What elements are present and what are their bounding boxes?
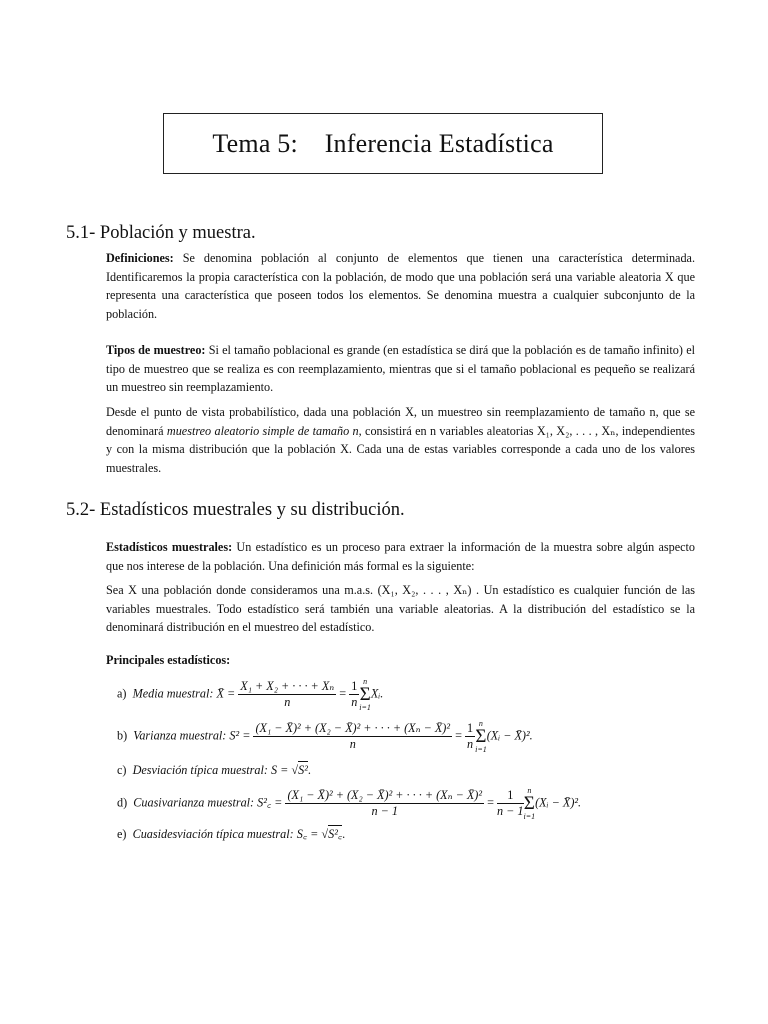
- formula-desviacion-tipica: [117, 763, 311, 778]
- formula-a-label: Media muestral:: [132, 686, 217, 701]
- formula-c-lhs: S =: [271, 763, 289, 777]
- sqrt-symbol: √: [291, 763, 299, 777]
- document-title: Tema 5: Inferencia Estadística: [163, 113, 603, 174]
- formula-b-label: Varianza muestral:: [133, 728, 230, 743]
- formula-a-sum-bot: i=1: [359, 703, 371, 712]
- formula-b-lhs: S² =: [229, 728, 251, 743]
- formula-e-label: Cuasidesviación típica muestral:: [132, 827, 297, 841]
- formula-a-denominator: n: [284, 695, 291, 709]
- formula-varianza-muestral: [117, 719, 533, 754]
- paragraph-definiciones: [106, 249, 695, 323]
- formula-d-coef: [497, 788, 524, 819]
- formula-e-radicand: S²꜀: [328, 827, 343, 841]
- formula-c-radicand: S²: [298, 763, 308, 777]
- formula-b-denominator: n: [349, 737, 356, 751]
- term-estadisticos-muestrales: Estadísticos muestrales:: [106, 540, 233, 554]
- principales-estadisticos-heading: Principales estadísticos:: [106, 653, 231, 667]
- formula-media-muestral: [117, 677, 383, 712]
- formula-cuasidesviacion: [117, 825, 345, 842]
- formula-d-eq: =: [487, 795, 494, 810]
- formula-c-tail: .: [307, 763, 311, 777]
- formula-b-fraction: [253, 721, 452, 752]
- formula-b-sum: [475, 719, 487, 754]
- formula-a-sum-top: n: [363, 677, 368, 686]
- formula-d-numerator: (X₁ − X̄)² + (X₂ − X̄)² + · · · + (Xₙ − X̄)²: [287, 788, 483, 802]
- term-tipos-muestreo: Tipos de muestreo:: [106, 343, 206, 357]
- formula-d-tail: (Xᵢ − X̄)².: [535, 795, 582, 810]
- section-heading-5-1: 5.1- Población y muestra.: [66, 223, 256, 243]
- formula-d-lhs: S²꜀ =: [257, 795, 283, 810]
- formula-a-tail: Xᵢ.: [370, 686, 384, 701]
- formula-b-coef-num: 1: [467, 721, 474, 735]
- formula-d-coef-num: 1: [497, 788, 524, 804]
- formula-d-coef-den: n − 1: [496, 804, 524, 818]
- formula-c-label: Desviación típica muestral:: [132, 763, 271, 777]
- formula-b-tail: (Xᵢ − X̄)².: [486, 728, 533, 743]
- term-definiciones: Definiciones:: [106, 251, 174, 265]
- sigma-symbol: Σ: [359, 684, 371, 705]
- formula-d-fraction: [285, 788, 484, 819]
- formula-a-lhs: X̄ =: [216, 686, 236, 701]
- formula-a-sum: [359, 677, 371, 712]
- probabilistico-post: , consistirá en n variables aleatorias X₁, X₂, . . . , Xₙ, independientes y con la misma distribución que la población X. Cada una de estas variables corresponde a cada uno de los valores muestrales.: [106, 423, 695, 475]
- formula-a-coef: [349, 679, 359, 710]
- formula-a-coef-num: 1: [351, 679, 358, 693]
- sigma-symbol: Σ: [523, 793, 535, 814]
- formula-d-denominator: n − 1: [371, 804, 398, 818]
- probabilistico-italic: muestreo aleatorio simple de tamaño n: [166, 423, 359, 438]
- paragraph-definicion-formal: Sea X una población donde consideramos una m.a.s. (X₁, X₂, . . . , Xₙ) . Un estadístico es cualquier función de las variables muestrales. Todo estadístico será también una variable aleatorias. A la distribución del estadístico se la denominará distribución en el muestreo del estadístico.: [106, 583, 695, 635]
- formula-cuasivarianza: [117, 786, 581, 821]
- formula-b-marker: b): [117, 728, 128, 743]
- formula-d-label: Cuasivarianza muestral:: [133, 795, 258, 810]
- formula-b-eq: =: [455, 728, 462, 743]
- formula-a-fraction: [238, 679, 336, 710]
- formula-e-tail: .: [342, 827, 346, 841]
- sqrt-symbol: √: [321, 827, 329, 841]
- formula-a-numerator: X₁ + X₂ + · · · + Xₙ: [240, 679, 335, 693]
- formula-d-sum: [524, 786, 536, 821]
- paragraph-probabilistico: [106, 403, 695, 477]
- paragraph-tipos-muestreo: [106, 341, 695, 397]
- sigma-symbol: Σ: [475, 726, 487, 747]
- probabilistico-pre: Desde el punto de vista probabilístico, dada una población X, un muestreo sin reemplazamiento de tamaño n, que se denominará: [106, 405, 695, 438]
- formula-a-marker: a): [117, 686, 127, 701]
- formula-b-sum-top: n: [478, 719, 483, 728]
- formula-b-coef-den: n: [467, 737, 474, 751]
- formula-d-marker: d): [117, 795, 128, 810]
- formula-a-eq: =: [339, 686, 347, 701]
- paragraph-estadisticos-muestrales: [106, 538, 695, 575]
- definiciones-text: Se denomina población al conjunto de elementos que tienen una característica determinada. Identificaremos la propia característica con la población, de modo que una población será una variable aleatoria X que representa una característica que poseen todos los elementos. Se denomina muestra a cualquier subconjunto de la población.: [106, 251, 695, 321]
- tipos-muestreo-text: Si el tamaño poblacional es grande (en estadística se dirá que la población es de tamaño infinito) el tipo de muestreo que se realiza es con reemplazamiento, mientras que si el tamaño poblacional es pequeño se realizará un muestreo sin reemplazamiento.: [106, 343, 695, 395]
- formula-b-coef: [465, 721, 475, 752]
- section-heading-5-2: 5.2- Estadísticos muestrales y su distribución.: [66, 500, 405, 520]
- formula-c-marker: c): [117, 763, 127, 777]
- formula-a-coef-den: n: [351, 695, 358, 709]
- formula-b-sum-bot: i=1: [475, 745, 487, 754]
- formula-b-numerator: (X₁ − X̄)² + (X₂ − X̄)² + · · · + (Xₙ − X̄)²: [255, 721, 451, 735]
- formula-d-sum-top: n: [527, 786, 532, 795]
- formula-e-lhs: S꜀ =: [296, 827, 319, 841]
- formula-e-marker: e): [117, 827, 127, 841]
- estadisticos-text: Un estadístico es un proceso para extraer la información de la muestra sobre algún aspecto que nos interese de la población. Una definición más formal es la siguiente:: [106, 540, 695, 573]
- formula-d-sum-bot: i=1: [523, 812, 536, 821]
